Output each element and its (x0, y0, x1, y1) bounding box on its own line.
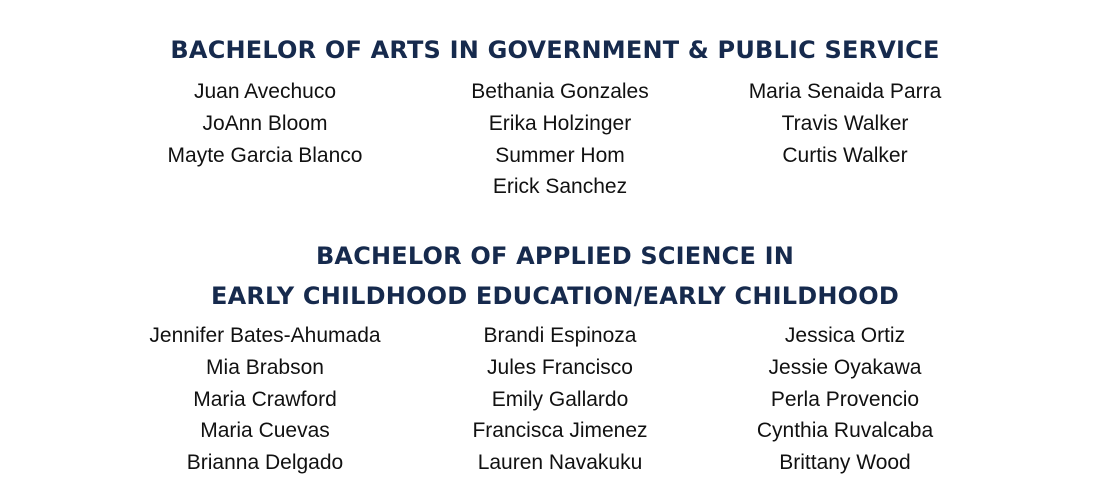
graduate-list-column-3 (685, 76, 1005, 171)
graduate-name: Erika Holzinger (488, 111, 632, 135)
graduate-name: Jessica Ortiz (784, 324, 906, 347)
graduate-name: Juan Avechuco (193, 80, 337, 103)
graduate-name: Francisca Jimenez (472, 419, 648, 443)
graduate-name: Travis Walker (781, 111, 909, 135)
graduate-name: Maria Senaida Parra (748, 80, 942, 103)
graduate-name: Jules Francisco (487, 355, 633, 379)
graduate-name: Bethania Gonzales (471, 80, 649, 103)
graduate-list-column-1 (105, 320, 425, 479)
graduate-list-column-1 (105, 76, 425, 171)
section-title-line: BACHELOR OF ARTS IN GOVERNMENT & PUBLIC SERVICE (170, 36, 940, 64)
section-title-government-public-service (0, 30, 1110, 70)
section-title-line: BACHELOR OF APPLIED SCIENCE IN (315, 242, 795, 270)
section-title-early-childhood-education (0, 236, 1110, 316)
graduate-name: Curtis Walker (782, 143, 908, 167)
graduate-name: Erick Sanchez (492, 175, 628, 199)
graduate-name: Lauren Navakuku (477, 451, 643, 475)
graduate-list-column-2 (400, 76, 720, 203)
graduate-name: Brianna Delgado (186, 451, 344, 475)
graduate-name: JoAnn Bloom (202, 111, 328, 135)
graduate-name: Summer Hom (495, 143, 625, 167)
graduate-name: Brittany Wood (779, 451, 911, 475)
section-title-line: EARLY CHILDHOOD EDUCATION/EARLY CHILDHOOD (210, 282, 900, 310)
graduate-name: Maria Cuevas (200, 419, 330, 443)
graduate-name: Maria Crawford (193, 387, 337, 411)
graduate-name: Perla Provencio (770, 387, 920, 411)
graduate-name: Cynthia Ruvalcaba (756, 419, 934, 443)
graduate-name: Brandi Espinoza (483, 324, 637, 347)
graduate-name: Mayte Garcia Blanco (167, 143, 363, 167)
graduate-name: Emily Gallardo (491, 387, 629, 411)
graduate-list-column-2 (400, 320, 720, 479)
graduate-list-column-3 (685, 320, 1005, 479)
graduate-name: Jennifer Bates-Ahumada (149, 324, 381, 347)
graduate-name: Jessie Oyakawa (768, 355, 922, 379)
graduate-name: Mia Brabson (206, 355, 324, 379)
